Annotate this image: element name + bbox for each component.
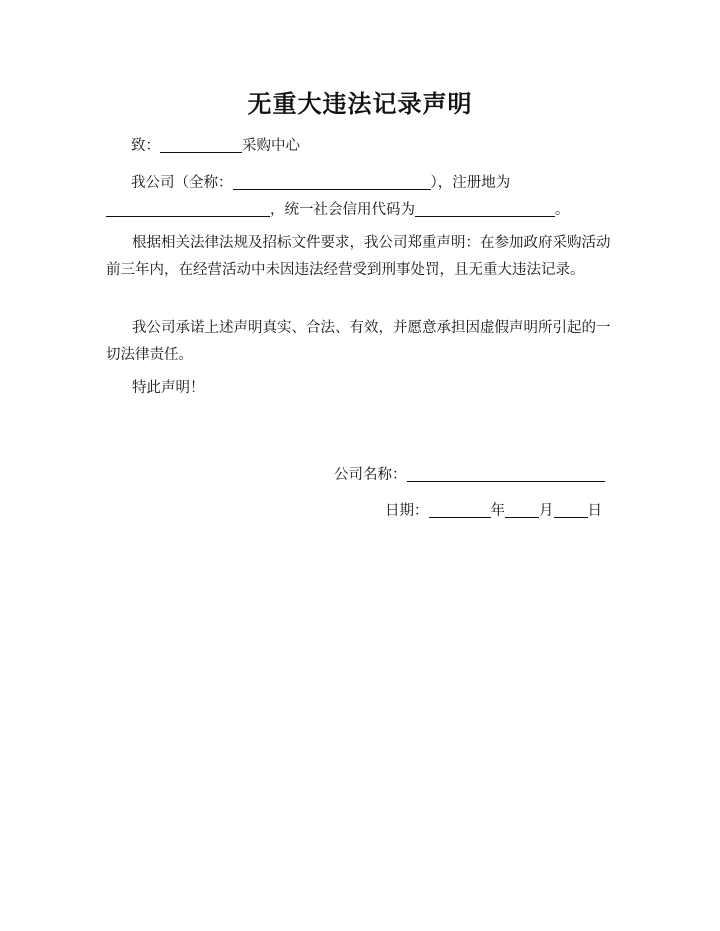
month-blank[interactable]: [505, 501, 539, 518]
recipient-blank[interactable]: [160, 136, 242, 153]
recipient-line: [131, 133, 300, 160]
credit-code-end: 。: [555, 202, 570, 218]
signature-company-line: [334, 462, 605, 489]
year-blank[interactable]: [429, 501, 491, 518]
company-name-line: [131, 170, 510, 197]
signature-company-blank[interactable]: [407, 465, 605, 482]
declaration-paragraph: 根据相关法律法规及招标文件要求，我公司郑重声明：在参加政府采购活动前三年内，在经营活动中未因违法经营受到刑事处罚，且无重大违法记录。: [106, 235, 611, 278]
commitment-paragraph: 我公司承诺上述声明真实、合法、有效，并愿意承担因虚假声明所引起的一切法律责任。: [106, 320, 611, 363]
signature-date-line: [385, 498, 602, 525]
credit-code-blank[interactable]: [415, 200, 555, 217]
company-prefix: 我公司（全称：: [131, 175, 233, 191]
company-fullname-blank[interactable]: [233, 173, 431, 190]
page-title: 无重大违法记录声明: [247, 90, 473, 118]
credit-code-label: ，统一社会信用代码为: [270, 202, 415, 218]
registered-address-blank[interactable]: [106, 200, 270, 217]
month-label: 月: [539, 503, 554, 519]
year-label: 年: [490, 503, 505, 519]
recipient-prefix: 致：: [131, 138, 160, 154]
signature-company-label: 公司名称：: [334, 467, 407, 483]
company-suffix: ），注册地为: [430, 175, 511, 191]
closing-statement: 特此声明！: [132, 380, 205, 396]
credit-code-line: [106, 197, 570, 224]
day-blank[interactable]: [554, 501, 588, 518]
day-label: 日: [587, 503, 602, 519]
recipient-suffix: 采购中心: [242, 138, 300, 154]
date-label: 日期：: [385, 503, 429, 519]
